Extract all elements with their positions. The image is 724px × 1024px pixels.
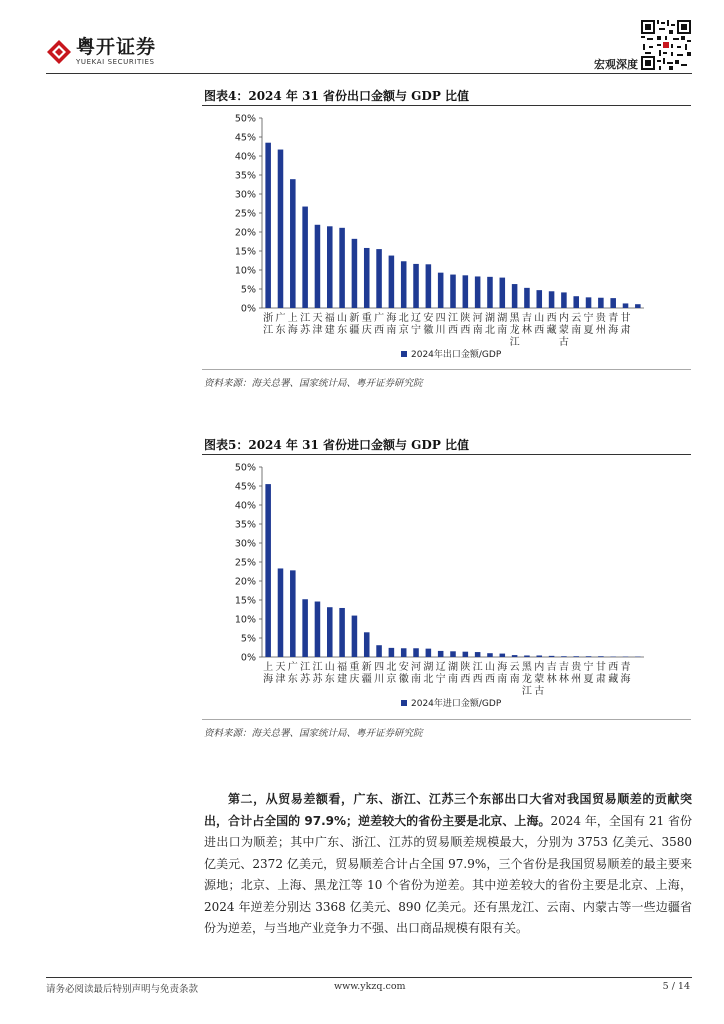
bar <box>500 654 506 657</box>
x-tick-label: 四川 <box>374 662 385 685</box>
x-tick-label: 广东 <box>275 313 286 336</box>
x-tick-label: 宁夏 <box>583 662 594 685</box>
bar <box>327 607 333 657</box>
x-tick-label: 浙江 <box>263 313 274 336</box>
y-tick-label: 20% <box>234 576 256 588</box>
x-tick-label: 海南 <box>386 313 397 336</box>
bar <box>265 143 271 308</box>
export-gdp-ratio-chart <box>202 108 691 363</box>
x-tick-label: 重庆 <box>361 313 372 336</box>
x-tick-label: 天津 <box>275 662 286 685</box>
y-tick-label: 15% <box>234 246 256 258</box>
bar <box>450 651 456 657</box>
bar <box>463 275 469 308</box>
x-tick-label: 甘肃 <box>595 662 606 685</box>
bar <box>487 653 493 657</box>
x-tick-label: 新疆 <box>349 313 360 336</box>
paragraph-body: 2024 年，全国有 21 省份进出口为顺差；其中广东、浙江、江苏的贸易顺差规模最大，分别为 3753 亿美元、3580 亿美元、2372 亿美元，贸易顺差合计占全国 97.9%，三个省份是我国贸易顺差的最主要来源地；北京、上海、黑龙江等 10 个省份为逆差。其中逆差较大的省份主要是北京、上海，2024 年逆差分别达 3368 亿美元、890 亿美元。还有黑龙江、云南、内蒙古等一些边疆省份为逆差，与当地产业竞争力不强、出口商品规模有限有关。 <box>204 813 692 935</box>
qr-code-icon <box>641 20 691 70</box>
bar <box>524 655 530 657</box>
chart5-source: 资料来源：海关总署、国家统计局、粤开证券研究院 <box>204 728 423 739</box>
x-tick-label: 甘肃 <box>620 313 631 336</box>
x-tick-label: 湖北 <box>484 313 495 336</box>
x-tick-label: 青海 <box>620 662 631 685</box>
x-tick-label: 新疆 <box>361 662 372 685</box>
x-tick-label: 北京 <box>386 662 397 685</box>
y-tick-label: 10% <box>234 614 256 626</box>
x-tick-label: 内蒙古 <box>534 662 545 697</box>
bar <box>549 291 555 308</box>
legend-swatch <box>401 700 407 706</box>
y-tick-label: 35% <box>234 170 256 182</box>
x-tick-label: 黑龙江 <box>509 313 520 348</box>
bar <box>315 602 321 657</box>
x-tick-label: 福建 <box>324 313 335 336</box>
bar <box>339 228 345 308</box>
chart5-title-rule <box>202 454 691 455</box>
x-tick-label: 河南 <box>472 313 483 336</box>
x-tick-label: 广东 <box>287 662 298 685</box>
y-tick-label: 10% <box>234 265 256 277</box>
chart5-source-rule <box>202 719 691 720</box>
bar <box>475 276 481 308</box>
footer-disclaimer[interactable]: 请务必阅读最后特别声明与免责条款 <box>46 984 199 995</box>
bar <box>352 616 358 657</box>
footer-site-link[interactable]: www.ykzq.com <box>334 981 406 992</box>
bar <box>524 288 530 308</box>
x-tick-label: 辽宁 <box>411 313 422 336</box>
bar <box>315 225 321 308</box>
bar <box>623 303 629 308</box>
bar <box>549 656 555 657</box>
x-tick-label: 上海 <box>287 313 298 336</box>
bar <box>598 656 604 657</box>
y-tick-label: 25% <box>234 208 256 220</box>
bar <box>364 632 370 657</box>
y-tick-label: 30% <box>234 538 256 550</box>
x-tick-label: 海南 <box>497 662 508 685</box>
x-tick-label: 天津 <box>312 313 323 336</box>
x-tick-label: 山东 <box>337 313 348 336</box>
logo-mark-icon <box>46 39 72 65</box>
bar <box>512 655 518 657</box>
paragraph-lead: 第二，从贸易差额看，广东、浙江、江苏三个东部出口大省对我国贸易顺差的贡献突出，合计占全国的 97.9%；逆差较大的省份主要是北京、上海。 <box>204 792 692 828</box>
x-tick-label: 黑龙江 <box>521 662 532 697</box>
legend-label: 2024年进口金额/GDP <box>411 699 502 709</box>
bar <box>290 570 296 657</box>
logo-cn: 粤开证券 <box>76 36 157 58</box>
x-tick-label: 辽宁 <box>435 662 446 685</box>
x-tick-label: 贵州 <box>595 313 606 336</box>
y-tick-label: 25% <box>234 557 256 569</box>
x-tick-label: 陕西 <box>460 662 471 685</box>
bar <box>401 261 407 308</box>
header-divider <box>46 73 692 74</box>
x-tick-label: 四川 <box>435 313 446 336</box>
bar <box>376 249 382 308</box>
bar <box>475 652 481 657</box>
y-tick-label: 5% <box>240 633 256 645</box>
bar <box>487 277 493 308</box>
body-paragraph <box>204 789 692 940</box>
bar <box>635 304 641 308</box>
bar <box>561 656 567 657</box>
chart4-source-rule <box>202 369 691 370</box>
x-tick-label: 宁夏 <box>583 313 594 336</box>
legend-label: 2024年出口金额/GDP <box>411 350 502 360</box>
chart4-title: 图表4：2024 年 31 省份出口金额与 GDP 比值 <box>204 89 470 103</box>
x-tick-label: 陕西 <box>460 313 471 336</box>
bar <box>352 239 358 308</box>
x-tick-label: 吉林 <box>546 662 557 685</box>
x-tick-label: 广西 <box>374 313 385 336</box>
bar <box>586 656 592 657</box>
bar <box>500 278 506 308</box>
chart5-title: 图表5：2024 年 31 省份进口金额与 GDP 比值 <box>204 438 470 452</box>
report-type-label: 宏观深度 <box>594 58 638 71</box>
bar <box>364 248 370 308</box>
y-tick-label: 30% <box>234 189 256 201</box>
x-tick-label: 西藏 <box>608 662 619 685</box>
bar <box>438 651 444 657</box>
x-tick-label: 北京 <box>398 313 409 336</box>
x-tick-label: 内蒙古 <box>558 313 569 348</box>
bar <box>610 298 616 308</box>
x-tick-label: 安徽 <box>398 662 409 685</box>
bar <box>389 256 395 308</box>
y-tick-label: 0% <box>240 652 256 664</box>
bar <box>290 179 296 308</box>
y-tick-label: 15% <box>234 595 256 607</box>
bar <box>536 655 542 657</box>
chart4-title-rule <box>202 105 691 106</box>
bar <box>302 599 308 657</box>
y-tick-label: 35% <box>234 519 256 531</box>
bar <box>278 568 284 657</box>
bar <box>413 264 419 308</box>
x-tick-label: 江西 <box>472 662 483 685</box>
x-tick-label: 山西 <box>484 662 495 685</box>
y-tick-label: 50% <box>234 462 256 474</box>
y-tick-label: 0% <box>240 303 256 315</box>
brand-logo <box>46 38 156 66</box>
logo-en: YUEKAI SECURITIES <box>76 58 155 66</box>
bar <box>401 648 407 657</box>
x-tick-label: 青海 <box>608 313 619 336</box>
bar <box>438 273 444 308</box>
x-tick-label: 江苏 <box>312 662 323 685</box>
bar <box>573 296 579 308</box>
bar <box>265 484 271 657</box>
x-tick-label: 重庆 <box>349 662 360 685</box>
y-tick-label: 45% <box>234 132 256 144</box>
legend-swatch <box>401 351 407 357</box>
bar <box>450 275 456 308</box>
bar <box>573 656 579 657</box>
x-tick-label: 江苏 <box>300 662 311 685</box>
bar <box>536 290 542 308</box>
x-tick-label: 福建 <box>337 662 348 685</box>
x-tick-label: 西藏 <box>546 313 557 336</box>
x-tick-label: 云南 <box>571 313 582 336</box>
bar <box>327 226 333 308</box>
x-tick-label: 吉林 <box>558 662 569 685</box>
bar <box>278 150 284 308</box>
bar <box>339 608 345 657</box>
bar <box>426 264 432 308</box>
y-tick-label: 50% <box>234 113 256 125</box>
x-tick-label: 湖南 <box>448 662 458 685</box>
footer-divider <box>46 977 692 978</box>
bar <box>512 284 518 308</box>
bar <box>463 652 469 657</box>
chart4-source: 资料来源：海关总署、国家统计局、粤开证券研究院 <box>204 378 423 389</box>
x-tick-label: 贵州 <box>571 662 582 685</box>
x-tick-label: 河南 <box>411 662 422 685</box>
bar <box>586 297 592 308</box>
page-number: 5 / 14 <box>662 981 690 992</box>
x-tick-label: 安徽 <box>423 313 434 336</box>
x-tick-label: 江西 <box>448 313 458 336</box>
y-tick-label: 40% <box>234 500 256 512</box>
bar <box>302 207 308 308</box>
x-tick-label: 上海 <box>263 662 274 685</box>
import-gdp-ratio-chart <box>202 457 691 712</box>
bar <box>598 298 604 308</box>
x-tick-label: 山西 <box>534 313 545 336</box>
bar <box>376 645 382 657</box>
x-tick-label: 云南 <box>509 662 520 685</box>
x-tick-label: 吉林 <box>521 313 532 336</box>
bar <box>426 649 432 657</box>
y-tick-label: 45% <box>234 481 256 493</box>
bar <box>561 292 567 308</box>
x-tick-label: 山东 <box>324 662 335 685</box>
y-tick-label: 20% <box>234 227 256 239</box>
x-tick-label: 湖南 <box>497 313 508 336</box>
y-tick-label: 5% <box>240 284 256 296</box>
x-tick-label: 江苏 <box>300 313 311 336</box>
x-tick-label: 湖北 <box>423 662 434 685</box>
bar <box>413 648 419 657</box>
bar <box>389 648 395 657</box>
y-tick-label: 40% <box>234 151 256 163</box>
